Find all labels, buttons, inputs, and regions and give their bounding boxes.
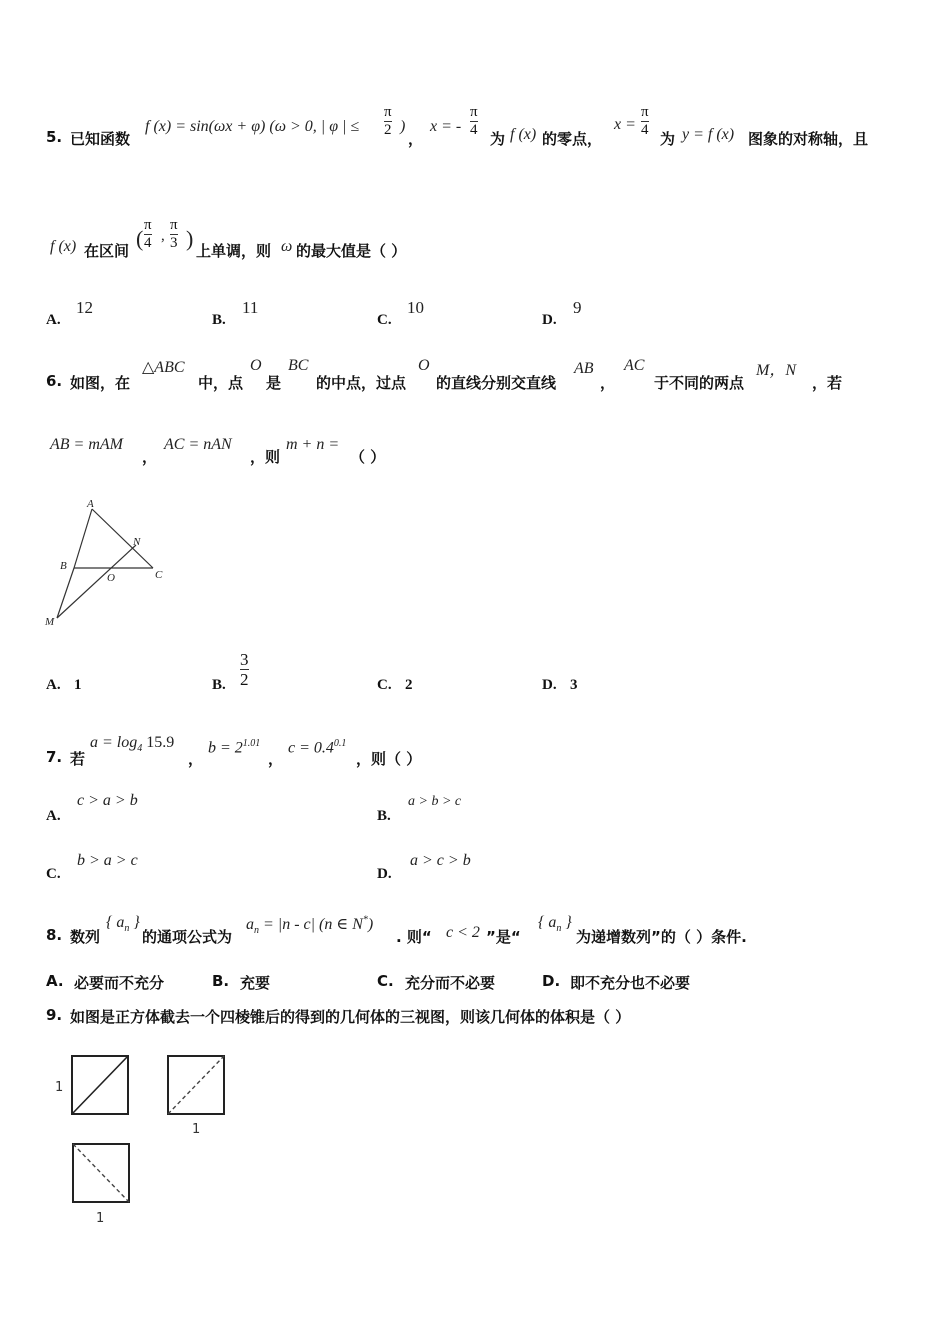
q9-three-view-figure [50, 1050, 240, 1230]
q6-comma2: ， [142, 448, 158, 466]
q9-dim-top: 1 [96, 1211, 105, 1226]
q6-point-o2: O [418, 357, 430, 374]
q8-option-d-value: 即不充分也不必要 [570, 974, 691, 992]
q5-x2-fraction [641, 104, 649, 139]
q7-option-c-label: C. [46, 866, 61, 882]
q6-triangle: △ABC [142, 359, 185, 376]
q8-seq1-close: } [129, 914, 140, 931]
q8-formula: = |n - c| (n ∈ N [259, 916, 363, 933]
q6-option-b-den: 2 [240, 670, 249, 689]
q8-an: a [246, 916, 254, 933]
q8-text1: 数列 [70, 928, 101, 946]
q7-option-c-value: b > a > c [77, 852, 138, 869]
q9-text: 如图是正方体截去一个四棱锥后的得到的几何体的三视图，则该几何体的体积是（ ） [70, 1008, 631, 1026]
q8-formula-close: ) [367, 916, 374, 933]
q5-x2-frac-num: π [641, 104, 649, 120]
q5-is-zero-pre: 为 [490, 130, 506, 148]
q6-triangle-figure [40, 495, 180, 630]
q6-option-d-label: D. [542, 677, 557, 693]
q5-x-frac-num: π [470, 104, 478, 120]
q9-top-diagonal [73, 1144, 129, 1202]
q9-dim-front: 1 [55, 1080, 64, 1095]
q6-label-n: N [133, 536, 141, 548]
q5-is-zero: 的零点， [542, 130, 603, 148]
q8-condition: c < 2 [446, 924, 480, 941]
q8-option-c-label: C. [377, 972, 394, 990]
q8-seq1-sub: n [124, 923, 130, 935]
q8-option-d-label: D. [542, 972, 561, 990]
q5-option-d-label: D. [542, 312, 557, 328]
q5-int-a-num: π [144, 217, 152, 233]
q8-option-b-label: B. [212, 972, 230, 990]
q9-front-diagonal [72, 1056, 128, 1114]
q8-option-a-label: A. [46, 972, 64, 990]
q6-mn: M，N [756, 362, 797, 379]
q5-int-comma: , [161, 228, 165, 244]
q6-option-b-num: 3 [240, 650, 249, 669]
q6-option-c-label: C. [377, 677, 392, 693]
q6-side-ab [74, 509, 92, 568]
q6-option-a-value: 1 [74, 677, 82, 693]
q6-side-ac [92, 509, 153, 568]
q8-text4: ”是“ [486, 928, 521, 946]
q8-option-a-value: 必要而不充分 [74, 974, 165, 992]
q6-text1: 如图，在 [70, 374, 131, 392]
q6-number: 6. [46, 372, 63, 390]
q5-func-fraction [384, 104, 392, 139]
q6-eq2: AC = nAN [164, 436, 232, 453]
q5-interval-b [170, 217, 178, 252]
q7-a-sub: 4 [137, 743, 143, 755]
q8-general-term [246, 914, 373, 936]
q5-line2-text2: 上单调，则 [196, 242, 272, 260]
q7-b-sup: 1.01 [242, 738, 261, 749]
q5-line2-text1: 在区间 [84, 242, 130, 260]
q5-func-frac-den: 2 [384, 122, 392, 138]
q5-option-c-value: 10 [407, 298, 424, 317]
q6-text7: ，若 [812, 374, 843, 392]
q6-eq3: m + n = [286, 436, 340, 453]
q5-func-frac-num: π [384, 104, 392, 120]
q8-text3: . 则“ [396, 928, 432, 946]
q7-comma1: ， [188, 750, 204, 768]
q5-option-d-value: 9 [573, 298, 582, 317]
q7-option-a-label: A. [46, 808, 61, 824]
q7-option-a-value: c > a > b [77, 792, 138, 809]
q6-bc: BC [288, 357, 309, 374]
q9-top-view [73, 1144, 129, 1202]
q6-label-a: A [87, 498, 94, 510]
q6-text4: 的中点，过点 [316, 374, 407, 392]
q6-label-b: B [60, 560, 67, 572]
q9-number: 9. [46, 1006, 63, 1024]
q8-text2: 的通项公式为 [142, 928, 233, 946]
q6-ac: AC [624, 357, 645, 374]
q6-option-b-fraction [240, 650, 249, 689]
q8-seq2-sub: n [556, 923, 562, 935]
q5-interval-close: ) [186, 226, 194, 251]
q6-eq1: AB = mAM [50, 436, 123, 453]
q5-x-frac-den: 4 [470, 122, 478, 138]
q5-int-a-den: 4 [144, 235, 152, 251]
q8-seq1: { a [106, 914, 125, 931]
q5-line2-text3: 的最大值是（ ） [296, 242, 407, 260]
q7-a-val: 15.9 [142, 734, 175, 751]
q7-option-b-value: a > b > c [408, 794, 462, 809]
q6-text2: 中，点 [198, 374, 244, 392]
q7-option-b-label: B. [377, 808, 391, 824]
q9-side-diagonal [168, 1056, 224, 1114]
q6-label-c: C [155, 569, 163, 581]
q5-int-b-num: π [170, 217, 178, 233]
q7-comma2: ， [268, 750, 284, 768]
q9-side-view [168, 1056, 224, 1114]
q6-label-o: O [107, 572, 115, 584]
q6-option-d-value: 3 [570, 677, 578, 693]
q7-option-d-label: D. [377, 866, 392, 882]
q6-ab: AB [574, 360, 594, 377]
q6-text9: （ ） [350, 448, 386, 466]
q5-option-c-label: C. [377, 312, 392, 328]
q5-x-fraction [470, 104, 478, 139]
q5-x2-eq: x = [614, 116, 636, 133]
q5-is-axis: 图象的对称轴，且 [748, 130, 869, 148]
q5-option-a-label: A. [46, 312, 61, 328]
q5-function: f (x) = sin(ωx + φ) (ω > 0, | φ | ≤ [145, 118, 360, 135]
q7-c-expression [288, 738, 346, 757]
q6-label-m: M [45, 616, 55, 628]
q5-fx1: f (x) [510, 126, 537, 143]
q5-func-close: ) [400, 118, 406, 135]
q8-seq2-close: } [561, 914, 572, 931]
q7-a-expression [90, 734, 174, 754]
q8-option-b-value: 充要 [240, 974, 271, 992]
q7-b-expr: b = 2 [208, 739, 243, 757]
q7-option-d-value: a > c > b [410, 852, 471, 869]
q8-formula-sup: * [362, 914, 368, 926]
q5-omega: ω [281, 238, 293, 255]
q7-number: 7. [46, 748, 63, 766]
q6-point-o1: O [250, 357, 262, 374]
q5-int-b-den: 3 [170, 235, 178, 251]
q6-option-b-label: B. [212, 677, 226, 693]
q5-x-eq: x = - [430, 118, 462, 135]
q5-option-b-value: 11 [242, 298, 259, 317]
q6-text3: 是 [266, 374, 282, 392]
q8-an-sub: n [254, 925, 259, 937]
q7-c-expr: c = 0.4 [288, 739, 334, 757]
q5-interval-a [144, 217, 152, 252]
q6-option-c-value: 2 [405, 677, 413, 693]
q5-is-axis-pre: 为 [660, 130, 676, 148]
q9-dim-side: 1 [192, 1122, 201, 1137]
q7-c-sup: 0.1 [333, 738, 347, 749]
q5-number: 5. [46, 128, 63, 146]
q8-seq2: { a [538, 914, 557, 931]
q6-comma: ， [600, 374, 616, 392]
q5-x2-frac-den: 4 [641, 122, 649, 138]
q8-sequence-2 [538, 914, 572, 934]
q5-comma1: ， [408, 130, 424, 148]
q8-option-c-value: 充分而不必要 [405, 974, 496, 992]
q5-option-b-label: B. [212, 312, 226, 328]
q8-text5: 为递增数列”的（ ）条件. [576, 928, 747, 946]
q5-option-a-value: 12 [76, 298, 93, 317]
q5-interval-open: ( [136, 226, 144, 251]
q8-number: 8. [46, 926, 63, 944]
q8-sequence-1 [106, 914, 140, 934]
q6-text5: 的直线分别交直线 [436, 374, 557, 392]
q7-text2: ，则（ ） [356, 750, 422, 768]
q6-option-a-label: A. [46, 677, 61, 693]
q6-text8: ，则 [250, 448, 281, 466]
q5-yfx: y = f (x) [682, 126, 735, 143]
q5-lead: 已知函数 [70, 130, 131, 148]
q7-b-expression [208, 738, 260, 757]
q5-line2-fx: f (x) [50, 238, 77, 255]
q7-text1: 若 [70, 750, 86, 768]
q7-a-expr: a = log [90, 734, 138, 751]
q6-text6: 于不同的两点 [654, 374, 745, 392]
